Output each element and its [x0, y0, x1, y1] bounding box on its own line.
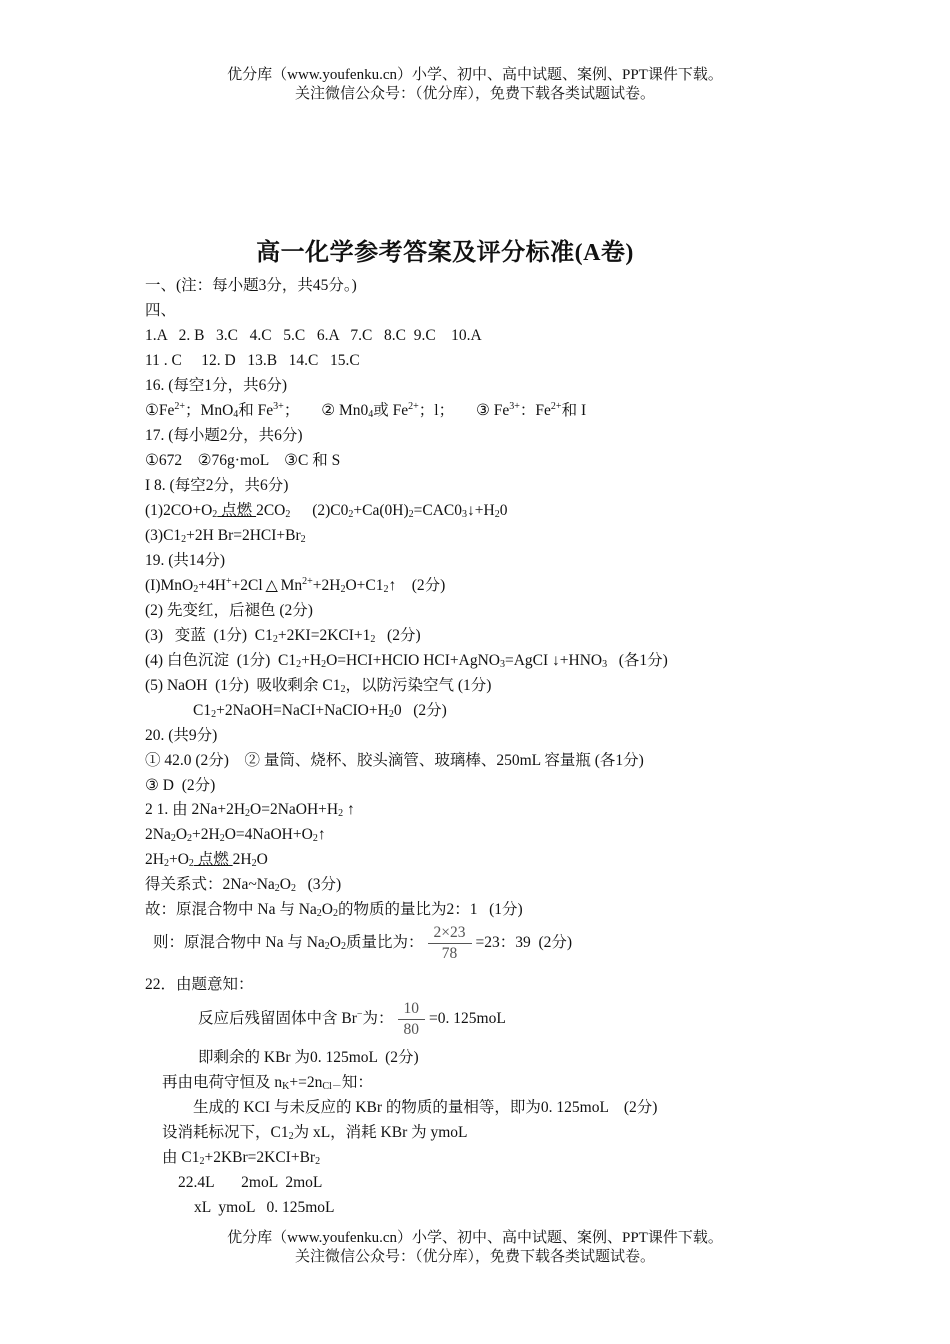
q22-heading: 22．由题意知：	[145, 976, 254, 993]
section-4-label: 四、	[145, 302, 177, 319]
page-title: 高一化学参考答案及评分标准(A卷)	[256, 240, 634, 266]
q21-line-6: 则：原混合物中 Na 与 $Na_2O_2$质量比为： $\frac{2\times 23}{78}$ =23：39 (2分)	[153, 923, 573, 962]
q22-line-4: 生成的 KCI 与未反应的 KBr 的物质的量相等，即为0. 125moL (2分)	[193, 1099, 658, 1116]
q21-line-5: 故：原混合物中 Na 与 $Na_2O_2$的物质的量比为2：1 (1分)	[145, 901, 523, 919]
q19-line-5: (5) NaOH (1分) 吸收剩余 $C1_2$，以防污染空气 (1分)	[145, 677, 492, 695]
section-1-note: 一、(注：每小题3分，共45分。)	[145, 277, 357, 294]
page-footer	[0, 1229, 950, 1267]
q19-line-4: (4) 白色沉淀 (1分) $C1_2+H_2O=HCI+HCIO$ HCI+AgNO$_3$=AgCI $↓+HNO_3$ (各1分)	[145, 652, 668, 670]
q22-line-3: 再由电荷守恒及 $n_K+=2n_{Cl-}$知：	[162, 1074, 373, 1092]
q22-line-6: 由 $C1_2+2KBr=2KCI+Br_2$	[162, 1149, 321, 1167]
q21-line-4: 得关系式：$2Na\sim Na_2O_2$ (3分)	[145, 876, 342, 894]
footer-line-2: 关注微信公众号：（优分库），免费下载各类试题试卷。	[294, 1249, 655, 1265]
page-header	[0, 66, 950, 104]
q22-line-7: 22.4L 2moL 2moL	[178, 1174, 323, 1191]
q21-line-2: $2Na_2O_2+2H_2O=4NaOH+O_2↑$	[145, 826, 326, 844]
q21-line-1: 2 1. 由 $2Na+2H_2O=2NaOH+H_2$ ↑	[145, 801, 355, 819]
mass-ratio-fraction: $\frac{2\times 23}{78}$	[428, 923, 472, 964]
q19-line-1: (I)MnO$_2$+4H++2Cl △ $Mn^{2+}+2H_2O+C1_2↑$ (2分)	[145, 576, 446, 595]
bromide-fraction: $\frac{10}{80}$	[398, 999, 426, 1040]
q22-line-5: 设消耗标况下，$C1_2$为 xL，消耗 KBr 为 ymoL	[162, 1124, 468, 1142]
footer-line-1: 优分库（www.youfenku.cn）小学、初中、高中试题、案例、PPT课件下载。	[227, 1230, 723, 1246]
q21-line-3: $2H_2+O_2$ 点燃 $2H_2O$	[145, 851, 268, 869]
q17-answer: ①672 ②76g·moL ③C 和 S	[145, 452, 341, 469]
q19-line-6: $C1_2+2NaOH=NaCI+NaCIO+H_20$ (2分)	[193, 702, 447, 720]
q20-heading: 20. (共9分)	[145, 727, 218, 744]
header-line-1: 优分库（www.youfenku.cn）小学、初中、高中试题、案例、PPT课件下载。	[227, 67, 723, 83]
q20-answer-2: ③ D (2分)	[145, 777, 216, 794]
q19-heading: 19. (共14分)	[145, 552, 226, 569]
q18-equations: $(1)2CO+O_2$ 点燃 $2CO_2$ $(2)C0_2+Ca(0H)_2=CAC0_3↓+H_20$	[145, 502, 508, 520]
q20-answer-1: ① 42.0 (2分) ② 量筒、烧杯、胶头滴管、玻璃棒、250mL 容量瓶 (各1分)	[145, 752, 644, 769]
q22-line-2: 即剩余的 KBr 为0. 125moL (2分)	[198, 1049, 419, 1066]
q22-line-1: 反应后残留固体中含 Br−为： $\frac{10}{80}$ =0. 125moL	[198, 999, 506, 1038]
q19-line-2: (2) 先变红，后褪色 (2分)	[145, 602, 313, 619]
q19-line-3: (3) 变蓝 (1分) $C1_2+2KI=2KCI+1_2$ (2分)	[145, 627, 421, 645]
answers-row-2: 11 . C 12. D 13.B 14.C 15.C	[145, 352, 360, 369]
q16-heading: 16. (每空1分，共6分)	[145, 377, 288, 394]
q16-answer: $①Fe^{2+}$；MnO$_4$和 $Fe^{3+}$； ② $Mn0_4$或 $Fe^{2+}$；l； ③ $Fe^{3+}$：$Fe^{2+}$和 I	[145, 401, 587, 420]
answers-row-1: 1.A 2. B 3.C 4.C 5.C 6.A 7.C 8.C 9.C 10.A	[145, 327, 482, 344]
q18-heading: I 8. (每空2分，共6分)	[145, 477, 289, 494]
q22-line-8: xL ymoL 0. 125moL	[194, 1199, 335, 1216]
q18-equation-3: $(3)C1_2+2H$ $Br=2HCI+Br_2$	[145, 527, 306, 545]
q17-heading: 17. (每小题2分，共6分)	[145, 427, 303, 444]
header-line-2: 关注微信公众号：（优分库），免费下载各类试题试卷。	[294, 86, 655, 102]
